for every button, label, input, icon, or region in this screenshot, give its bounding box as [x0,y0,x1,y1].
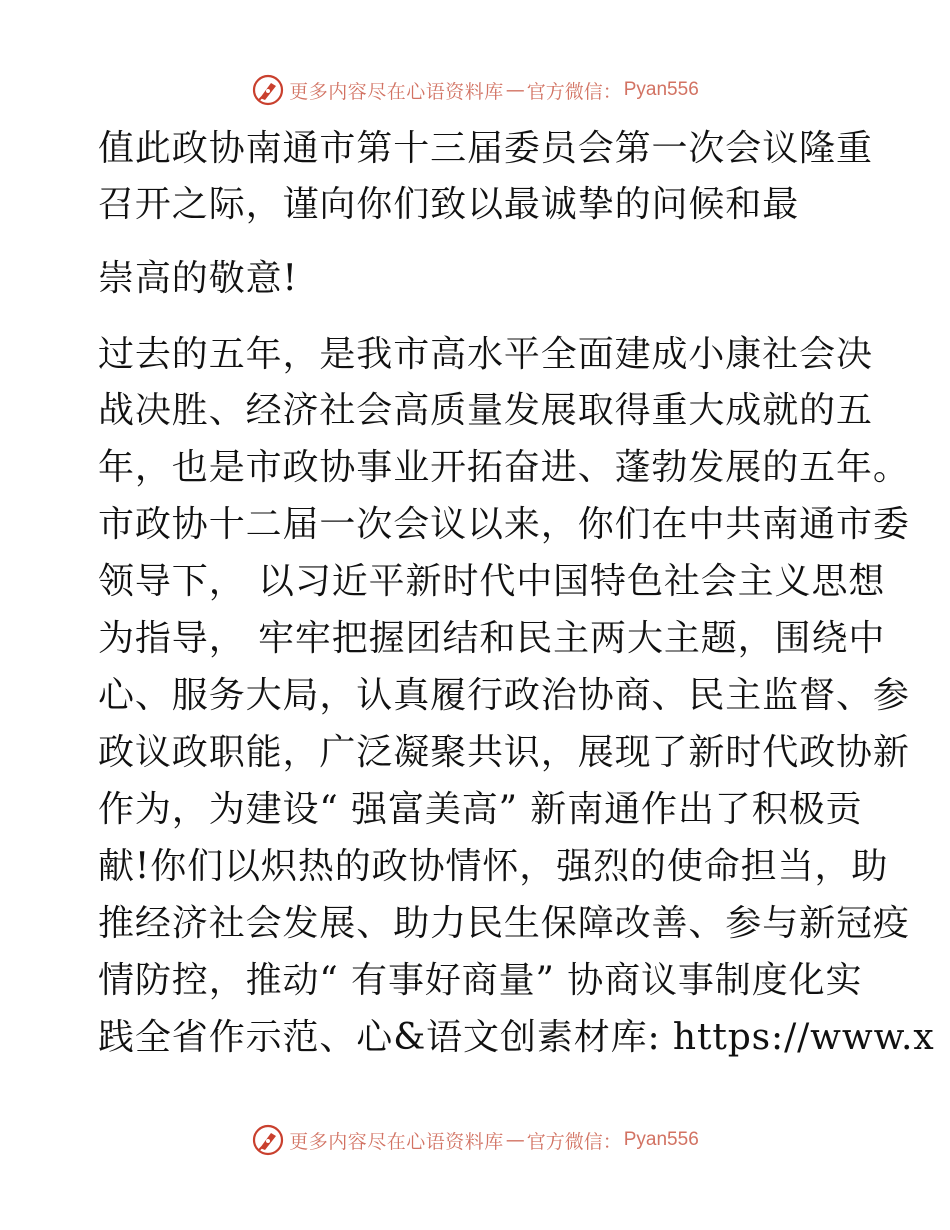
text-line: 年，也是市政协事业开拓奋进、蓬勃发展的五年。 [98,447,910,488]
text-line: 领导下， 以习近平新时代中国特色社会主义思想 [98,561,886,602]
watermark-separator: — [505,79,525,101]
watermark-site-text: 更多内容尽在心语资料库 [289,80,504,103]
text-line: 市政协十二届一次会议以来，你们在中共南通市委 [98,504,910,545]
text-line: 召开之际，谨向你们致以最诚挚的问候和最 [98,184,800,225]
text-line: 政议政职能，广泛凝聚共识，展现了新时代政协新 [98,732,910,773]
text-line: 情防控，推动“ 有事好商量” 协商议事制度化实 [98,960,863,1001]
watermark-separator: — [505,1129,525,1151]
text-line: 为指导， 牢牢把握团结和民主两大主题，围绕中 [98,618,886,659]
watermark-site-text: 更多内容尽在心语资料库 [289,1130,504,1153]
pen-nib-logo-icon [251,73,285,107]
watermark-wechat-id: Pyan556 [623,79,699,100]
watermark-official-label: 官方微信： [526,80,622,103]
text-line: 作为，为建设“ 强富美高” 新南通作出了积极贡 [98,789,863,830]
text-line: 战决胜、经济社会高质量发展取得重大成就的五 [98,390,873,431]
text-line: 过去的五年，是我市高水平全面建成小康社会决 [98,334,873,375]
text-line: 践全省作示范、心&语文创素材库: https://www.x [98,1017,935,1058]
watermark-official-label: 官方微信： [526,1130,622,1153]
header-watermark [0,70,950,110]
text-line: 心、服务大局，认真履行政治协商、民主监督、参 [98,675,910,716]
text-line: 值此政协南通市第十三届委员会第一次会议隆重 [98,128,873,169]
pen-nib-logo-icon [251,1123,285,1157]
text-line: 献!你们以炽热的政协情怀，强烈的使命担当，助 [98,846,889,887]
watermark-wechat-id: Pyan556 [623,1129,699,1150]
footer-watermark [0,1120,950,1160]
text-line: 推经济社会发展、助力民生保障改善、参与新冠疫 [98,903,910,944]
text-line: 崇高的敬意! [98,258,298,299]
